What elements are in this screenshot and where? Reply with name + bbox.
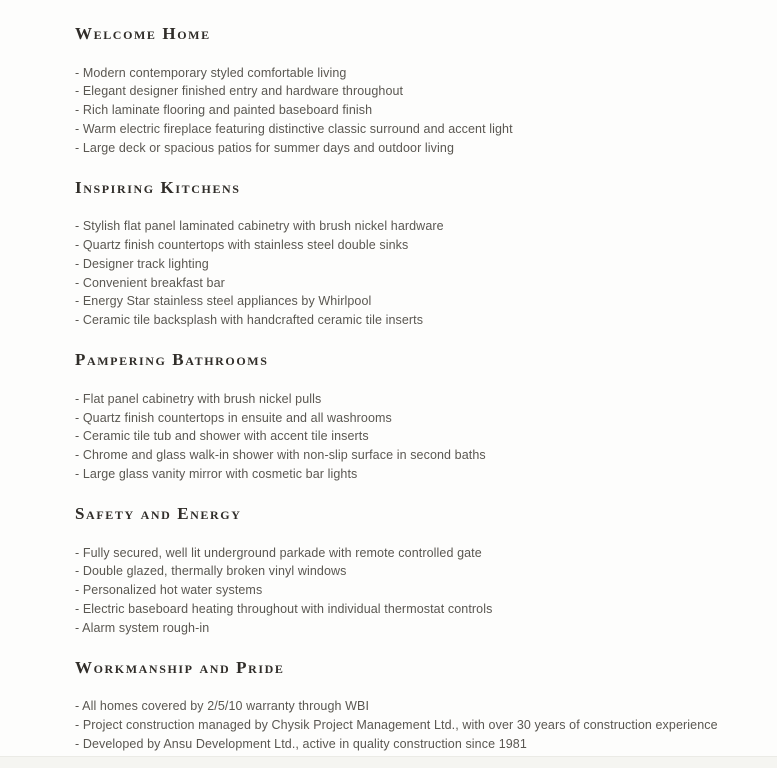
section-workmanship-and-pride [75, 656, 737, 754]
section-title: Pampering Bathrooms [75, 350, 269, 370]
feature-item: - Stylish flat panel laminated cabinetry with brush nickel hardware [75, 219, 444, 234]
section-welcome-home [75, 22, 737, 157]
feature-item: - Chrome and glass walk-in shower with non-slip surface in second baths [75, 448, 486, 462]
feature-item: - Quartz finish countertops with stainless steel double sinks [75, 238, 409, 252]
feature-item: - Electric baseboard heating throughout with individual thermostat controls [75, 601, 493, 616]
feature-item: - Project construction managed by Chysik Project Management Ltd., with over 30 years of construction experience [75, 718, 718, 732]
page-bottom-edge [0, 756, 777, 768]
section-title: Workmanship and Pride [75, 657, 285, 677]
feature-item: - Elegant designer finished entry and hardware throughout [75, 84, 404, 99]
feature-list [75, 217, 737, 330]
feature-item: - Developed by Ansu Development Ltd., active in quality construction since 1981 [75, 736, 527, 751]
feature-item: - Alarm system rough-in [75, 620, 210, 635]
feature-item: - Rich laminate flooring and painted baseboard finish [75, 103, 373, 117]
feature-item: - Double glazed, thermally broken vinyl windows [75, 564, 347, 579]
feature-item: - Ceramic tile tub and shower with accent tile inserts [75, 429, 369, 444]
section-title: Inspiring Kitchens [75, 177, 241, 197]
feature-list [75, 544, 737, 638]
feature-item: - Designer track lighting [75, 256, 209, 271]
feature-item: - Modern contemporary styled comfortable living [75, 65, 347, 80]
feature-item: - Fully secured, well lit underground parkade with remote controlled gate [75, 545, 482, 560]
section-safety-and-energy [75, 502, 737, 637]
feature-item: - Personalized hot water systems [75, 583, 263, 597]
feature-list [75, 390, 737, 484]
section-inspiring-kitchens [75, 176, 737, 330]
feature-item: - All homes covered by 2/5/10 warranty through WBI [75, 699, 370, 714]
feature-item: - Ceramic tile backsplash with handcrafted ceramic tile inserts [75, 313, 424, 327]
feature-list [75, 64, 737, 158]
feature-item: - Large glass vanity mirror with cosmetic bar lights [75, 466, 358, 481]
feature-item: - Convenient breakfast bar [75, 275, 225, 290]
feature-item: - Energy Star stainless steel appliances by Whirlpool [75, 294, 372, 309]
section-pampering-bathrooms [75, 348, 737, 483]
feature-item: - Large deck or spacious patios for summer days and outdoor living [75, 140, 455, 155]
feature-item: - Flat panel cabinetry with brush nickel pulls [75, 391, 322, 406]
feature-item: - Quartz finish countertops in ensuite and all washrooms [75, 410, 392, 425]
feature-list [75, 697, 737, 753]
section-title: Safety and Energy [75, 504, 242, 523]
feature-item: - Warm electric fireplace featuring distinctive classic surround and accent light [75, 121, 513, 136]
section-title: Welcome Home [75, 24, 211, 43]
